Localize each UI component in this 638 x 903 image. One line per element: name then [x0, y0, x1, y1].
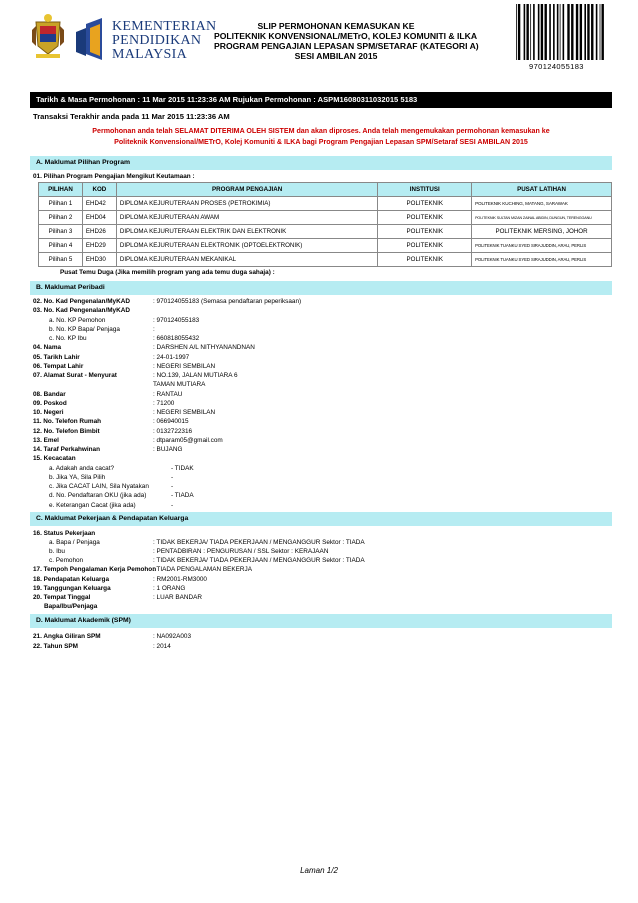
section-b-header: B. Maklumat Peribadi [30, 281, 612, 295]
field-value: : 1 ORANG [153, 584, 186, 592]
field-value: : dtparam05@gmail.com [153, 436, 223, 444]
institution-cell: POLITEKNIK [378, 197, 472, 211]
field-value: : 970124055183 [153, 316, 200, 324]
program-choices-table [38, 182, 612, 267]
field-value: : [153, 325, 155, 333]
interview-center-note: Pusat Temu Duga (Jika memilih program yang ada temu duga sahaja) : [60, 269, 275, 276]
field-value: : RM2001-RM3000 [153, 575, 207, 583]
program-cell: DIPLOMA KEJURUTERAAN PROSES (PETROKIMIA) [116, 197, 378, 211]
field-label: 15. Kecacatan [33, 455, 76, 463]
field-value: : RANTAU [153, 390, 183, 398]
training-center-cell: POLITEKNIK TUANKU SYED SIRAJUDDIN, ARAU, PERLIS [472, 239, 612, 253]
field-label: c. Jika CACAT LAIN, Sila Nyatakan [49, 483, 149, 490]
table-header-row [39, 183, 612, 197]
field-label: e. Keterangan Cacat (jika ada) [49, 501, 136, 509]
training-center-cell: POLITEKNIK SULTAN MIZAN ZAINAL ABIDIN, DUNGUN, TERENGGANU [472, 211, 612, 225]
field-label: 12. No. Telefon Bimbit [33, 427, 100, 435]
field-value: : 24-01-1997 [153, 353, 190, 361]
field-label: 06. Tempat Lahir [33, 362, 84, 370]
field-value: : LUAR BANDAR [153, 593, 203, 601]
code-cell: EHD42 [82, 197, 116, 211]
field-label: 19. Tanggungan Keluarga [33, 584, 111, 592]
code-cell: EHD26 [82, 225, 116, 239]
field-value: - [171, 501, 174, 509]
field-label: 04. Nama [33, 344, 62, 352]
field-label: Bapa/Ibu/Penjaga [44, 602, 98, 610]
field-value: - [171, 483, 174, 490]
document-title: SLIP PERMOHONAN KEMASUKAN KE POLITEKNIK KONVENSIONAL/METrO, KOLEJ KOMUNITI & ILKA PROGRAM PENGAJIAN LEPASAN SPM/SETARAF (KATEGORI A) SESI AMBILAN 2015 [214, 21, 479, 61]
field-value: : TIADA PENGALAMAN BEKERJA [153, 566, 252, 574]
column-header: PILIHAN [39, 183, 83, 197]
field-value: : 066940015 [153, 418, 189, 426]
section-a-header: A. Maklumat Pilihan Program [30, 156, 612, 170]
field-label: a. Bapa / Penjaga [49, 539, 100, 547]
field-label: 03. No. Kad Pengenalan/MyKAD [33, 307, 130, 315]
barcode-icon [514, 4, 610, 60]
choice-cell: Pilihan 3 [39, 225, 83, 239]
code-cell: EHD30 [82, 253, 116, 267]
field-value: : 71200 [153, 399, 175, 407]
field-label: d. No. Pendaftaran OKU (jika ada) [49, 492, 147, 500]
column-header: PROGRAM PENGAJIAN [116, 183, 378, 197]
field-value: : 660818055432 [153, 335, 200, 342]
choice-cell: Pilihan 5 [39, 253, 83, 267]
table-row [39, 239, 612, 253]
field-label: 02. No. Kad Pengenalan/MyKAD [33, 298, 130, 305]
table-row [39, 197, 612, 211]
application-reference-bar: Tarikh & Masa Permohonan : 11 Mar 2015 11:23:36 AM Rujukan Permohonan : ASPM16080311032015 5183 [30, 92, 612, 108]
institution-cell: POLITEKNIK [378, 239, 472, 253]
program-cell: DIPLOMA KEJURUTERAAN ELEKTRIK DAN ELEKTRONIK [116, 225, 378, 239]
malaysia-coat-of-arms-icon [30, 12, 66, 60]
last-transaction: Transaksi Terakhir anda pada 11 Mar 2015 11:23:36 AM [33, 112, 230, 121]
field-label: 20. Tempat Tinggal [33, 593, 91, 601]
field-value: : 0132722316 [153, 427, 193, 435]
field-label: a. Adakah anda cacat? [49, 464, 115, 472]
code-cell: EHD04 [82, 211, 116, 225]
field-label: 11. No. Telefon Rumah [33, 418, 102, 426]
field-label: 21. Angka Giliran SPM [33, 633, 101, 640]
program-cell: DIPLOMA KEJURUTERAAN AWAM [116, 211, 378, 225]
field-label: 13. Emel [33, 436, 59, 444]
acceptance-notice: Permohonan anda telah SELAMAT DITERIMA OLEH SISTEM dan akan diproses. Anda telah mengemukakan permohonan kemasukan ke Politeknik Konvensional/METrO, Kolej Komuniti & ILKA bagi Program Pengajian Lepasan SPM/Setaraf SESI AMBILAN 2015 [92, 127, 550, 146]
field-label: 18. Pendapatan Keluarga [33, 575, 110, 583]
field-value: : NO.139, JALAN MUTIARA 6 [153, 372, 238, 379]
field-value: : NEGERI SEMBILAN [153, 362, 216, 370]
field-value: : BUJANG [153, 446, 183, 453]
field-value: - TIDAK [171, 464, 194, 472]
choice-cell: Pilihan 4 [39, 239, 83, 253]
field-label: 07. Alamat Surat - Menyurat [33, 372, 117, 379]
table-row [39, 225, 612, 239]
field-value: TAMAN MUTIARA [153, 381, 206, 389]
column-header: INSTITUSI [378, 183, 472, 197]
field-value: : 970124055183 (Semasa pendaftaran peperiksaan) [153, 298, 302, 305]
field-value: : TIDAK BEKERJA/ TIADA PEKERJAAN / MENGANGGUR Sektor : TIADA [153, 557, 365, 565]
field-label: b. Ibu [49, 548, 65, 556]
column-header: PUSAT LATIHAN [472, 183, 612, 197]
field-value: - TIADA [171, 492, 194, 500]
choice-cell: Pilihan 1 [39, 197, 83, 211]
barcode-number: 970124055183 [529, 62, 584, 71]
field-label: 08. Bandar [33, 390, 66, 398]
field-value: : PENTADBIRAN : PENGURUSAN / SSL Sektor : KERAJAAN [153, 548, 329, 556]
institution-cell: POLITEKNIK [378, 211, 472, 225]
training-center-cell: POLITEKNIK TUANKU SYED SIRAJUDDIN, ARAU, PERLIS [472, 253, 612, 267]
institution-cell: POLITEKNIK [378, 225, 472, 239]
field-label: b. Jika YA, Sila Pilih [49, 473, 106, 481]
program-cell: DIPLOMA KEJURUTERAAN ELEKTRONIK (OPTOELEKTRONIK) [116, 239, 378, 253]
field-value: : TIDAK BEKERJA/ TIADA PEKERJAAN / MENGANGGUR Sektor : TIADA [153, 539, 365, 547]
field-value: - [171, 473, 174, 481]
choice-cell: Pilihan 2 [39, 211, 83, 225]
column-header: KOD [82, 183, 116, 197]
training-center-cell: POLITEKNIK MERSING, JOHOR [472, 225, 612, 239]
field-label: c. No. KP Ibu [49, 335, 87, 342]
field-label: 16. Status Pekerjaan [33, 530, 96, 537]
field-label: 05. Tarikh Lahir [33, 353, 80, 361]
field-label: 17. Tempoh Pengalaman Kerja Pemohon [33, 566, 157, 574]
table-row [39, 253, 612, 267]
section-d-header: D. Maklumat Akademik (SPM) [30, 614, 612, 628]
field-value: : NA092A003 [153, 633, 192, 640]
field-label: c. Pemohon [49, 557, 84, 565]
field-label: 14. Taraf Perkahwinan [33, 446, 101, 453]
field-value: : NEGERI SEMBILAN [153, 409, 216, 416]
field-label: 10. Negeri [33, 409, 64, 416]
code-cell: EHD29 [82, 239, 116, 253]
field-label: a. No. KP Pemohon [49, 316, 106, 324]
page-number: Laman 1/2 [300, 866, 338, 875]
section-c-header: C. Maklumat Pekerjaan & Pendapatan Keluarga [30, 512, 612, 526]
field-value: : 2014 [153, 642, 171, 650]
program-cell: DIPLOMA KEJURUTERAAN MEKANIKAL [116, 253, 378, 267]
field-label: 09. Poskod [33, 399, 67, 407]
field-label: 22. Tahun SPM [33, 642, 78, 650]
field-label: b. No. KP Bapa/ Penjaga [49, 325, 120, 333]
program-choice-subtitle: 01. Pilihan Program Pengajian Mengikut Keutamaan : [33, 173, 195, 180]
table-row [39, 211, 612, 225]
field-value: : DARSHEN A/L NITHYANANDNAN [153, 344, 255, 352]
institution-cell: POLITEKNIK [378, 253, 472, 267]
training-center-cell: POLITEKNIK KUCHING, MATANG, SARAWAK [472, 197, 612, 211]
ministry-logo-text: KEMENTERIAN PENDIDIKAN MALAYSIA [112, 19, 217, 62]
